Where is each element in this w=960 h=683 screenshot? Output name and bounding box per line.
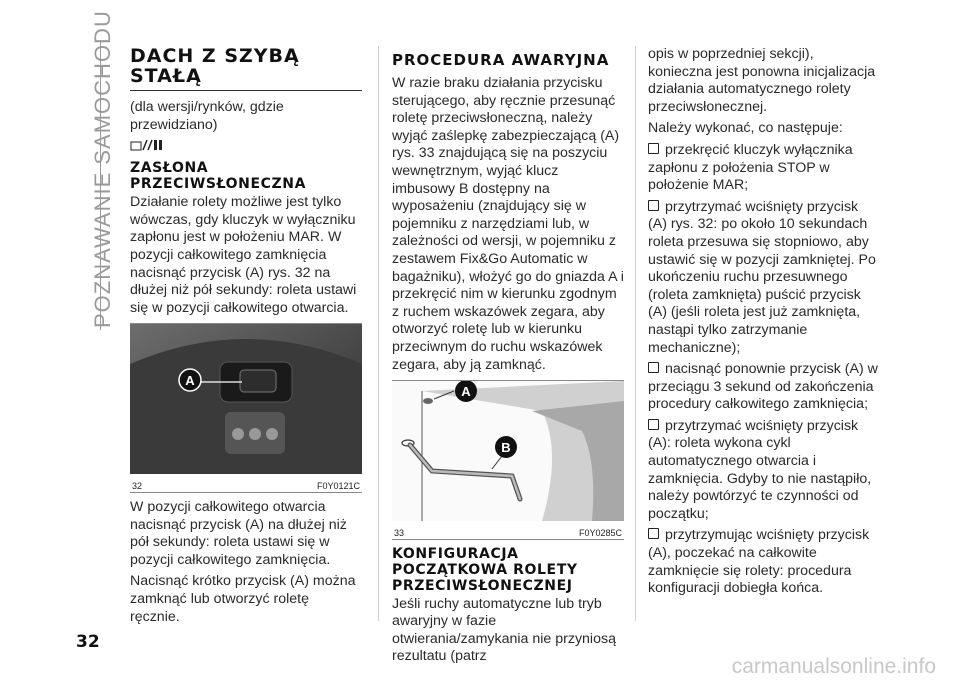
subsection-line-2: POCZĄTKOWA ROLETY xyxy=(392,561,578,578)
sunroof-button-photo xyxy=(130,324,362,474)
checkbox-bullet-icon xyxy=(648,419,659,430)
figure-number: 32 xyxy=(132,480,143,491)
step-item xyxy=(648,142,880,195)
step-item xyxy=(648,527,880,597)
step-text: przytrzymując wciśnięty przycisk (A), poczekać na całkowite zamknięcie się rolety: procedura konfiguracji dobiegła końca. xyxy=(648,527,870,597)
step-text: przytrzymać wciśnięty przycisk (A): roleta wykona cykl automatycznego otwarcia i zamknięcia. Gdyby to nie nastąpiło, należy powtórzyć te czynności od początku; xyxy=(648,417,872,522)
paragraph: Należy wykonać, co następuje: xyxy=(648,120,843,137)
subsection-line-1: ZASŁONA xyxy=(130,160,209,177)
column-1 xyxy=(130,46,362,630)
paragraph: Jeśli ruchy automatyczne lub tryb awaryjny w fazie otwierania/zamykania nie przyniosą rezultatu (patrz xyxy=(392,595,616,665)
step-text: przekręcić kluczyk wyłącznika zapłonu z położenia STOP w położenie MAR; xyxy=(648,141,853,194)
paragraph: W razie braku działania przycisku sterującego, aby ręcznie przesunąć roletę przeciwsłoneczną, należy wyjąć zaślepkę zabezpieczającą (A) rys. 33 znajdującą się na poszyciu wewnętrznym, wyjąć klucz imbusowy B dostępny na wyposażeniu (znajdujący się w pojemniku z narzędziami lub, w zależności od wersji, w pojemniku z zestawem Fix&Go Automatic w bagażniku), włożyć go do gniazda A i przekręcić nim w kierunku zgodnym z ruchem wskazówek zegara, aby otworzyć roletę lub w kierunku przeciwnym do ruchu wskazówek zegara, aby ją zamknąć. xyxy=(392,75,624,373)
step-item xyxy=(648,418,880,524)
step-text: przytrzymać wciśnięty przycisk (A) rys. 32: po około 10 sekundach roleta przesuwa się stopniowo, aby ustawić się w pozycji zamkniętej. Po ukończeniu ruchu przesuwnego (roleta zamknięta) puścić przycisk (A) (jeśli roleta jest już zamknięta, nastąpi tylko zatrzymanie mechaniczne); xyxy=(648,198,876,356)
emergency-key-illustration xyxy=(392,381,624,521)
figure-caption xyxy=(392,527,624,539)
paragraph: W pozycji całkowitego otwarcia nacisnąć przycisk (A) na dłużej niż pół sekundy: roleta ustawi się w pozycji całkowitego zamknięcia. xyxy=(130,498,347,568)
page-number: 32 xyxy=(76,632,100,652)
checkbox-bullet-icon xyxy=(648,143,659,154)
section-title: PROCEDURA AWARYJNA xyxy=(392,51,610,69)
title-line-2: STAŁĄ xyxy=(130,65,202,87)
chapter-title: POZNAWANIE SAMOCHODU xyxy=(90,10,115,328)
checkbox-bullet-icon xyxy=(648,200,659,211)
paragraph: Nacisnąć krótko przycisk (A) można zamknąć lub otworzyć roletę ręcznie. xyxy=(130,573,356,625)
subsection-line-3: PRZECIWSŁONECZNEJ xyxy=(392,577,573,594)
step-item xyxy=(648,199,880,357)
checkbox-bullet-icon xyxy=(648,362,659,373)
paragraph: opis w poprzedniej sekcji), konieczna jest ponowna inicjalizacja działania automatycznego rolety przeciwsłonecznej. xyxy=(648,46,876,115)
title-line-1: DACH Z SZYBĄ xyxy=(130,45,300,67)
figure-caption xyxy=(130,480,362,492)
subsection-line-2: PRZECIWSŁONECZNA xyxy=(130,176,307,193)
figure-code: F0Y0121C xyxy=(316,480,360,491)
market-variant-icon xyxy=(130,138,166,154)
figure-33 xyxy=(392,380,624,540)
callout-label-a: A xyxy=(185,373,195,389)
column-3 xyxy=(648,46,880,602)
callout-label-a: A xyxy=(461,384,471,400)
step-item xyxy=(648,361,880,414)
column-divider xyxy=(635,46,636,621)
subsection-line-1: KONFIGURACJA xyxy=(392,545,519,562)
variants-note: (dla wersji/rynków, gdzie przewidziano) xyxy=(130,99,284,133)
paragraph: Działanie rolety możliwe jest tylko wówczas, gdy kluczyk w wyłączniku zapłonu jest w położeniu MAR. W pozycji całkowitego zamknięcia nacisnąć przycisk (A) rys. 32 na dłużej niż pół sekundy: roleta ustawi się w pozycji całkowitego otwarcia. xyxy=(130,194,357,316)
figure-32 xyxy=(130,323,362,493)
variant-icons xyxy=(130,138,362,154)
figure-code: F0Y0285C xyxy=(578,527,622,538)
step-text: nacisnąć ponownie przycisk (A) w przeciągu 3 sekund od zakończenia procedury całkowitego zamknięcia; xyxy=(648,361,878,413)
figure-number: 33 xyxy=(394,527,405,538)
title-rule xyxy=(130,90,362,91)
checkbox-bullet-icon xyxy=(648,528,659,539)
chapter-side-tab xyxy=(78,10,115,330)
column-divider xyxy=(378,46,379,621)
watermark: carmanualsonline.info xyxy=(731,655,936,678)
section-title xyxy=(130,46,362,86)
subsection-title xyxy=(130,160,362,192)
subsection-title xyxy=(392,546,624,594)
column-2 xyxy=(392,46,624,670)
callout-label-b: B xyxy=(501,440,511,456)
